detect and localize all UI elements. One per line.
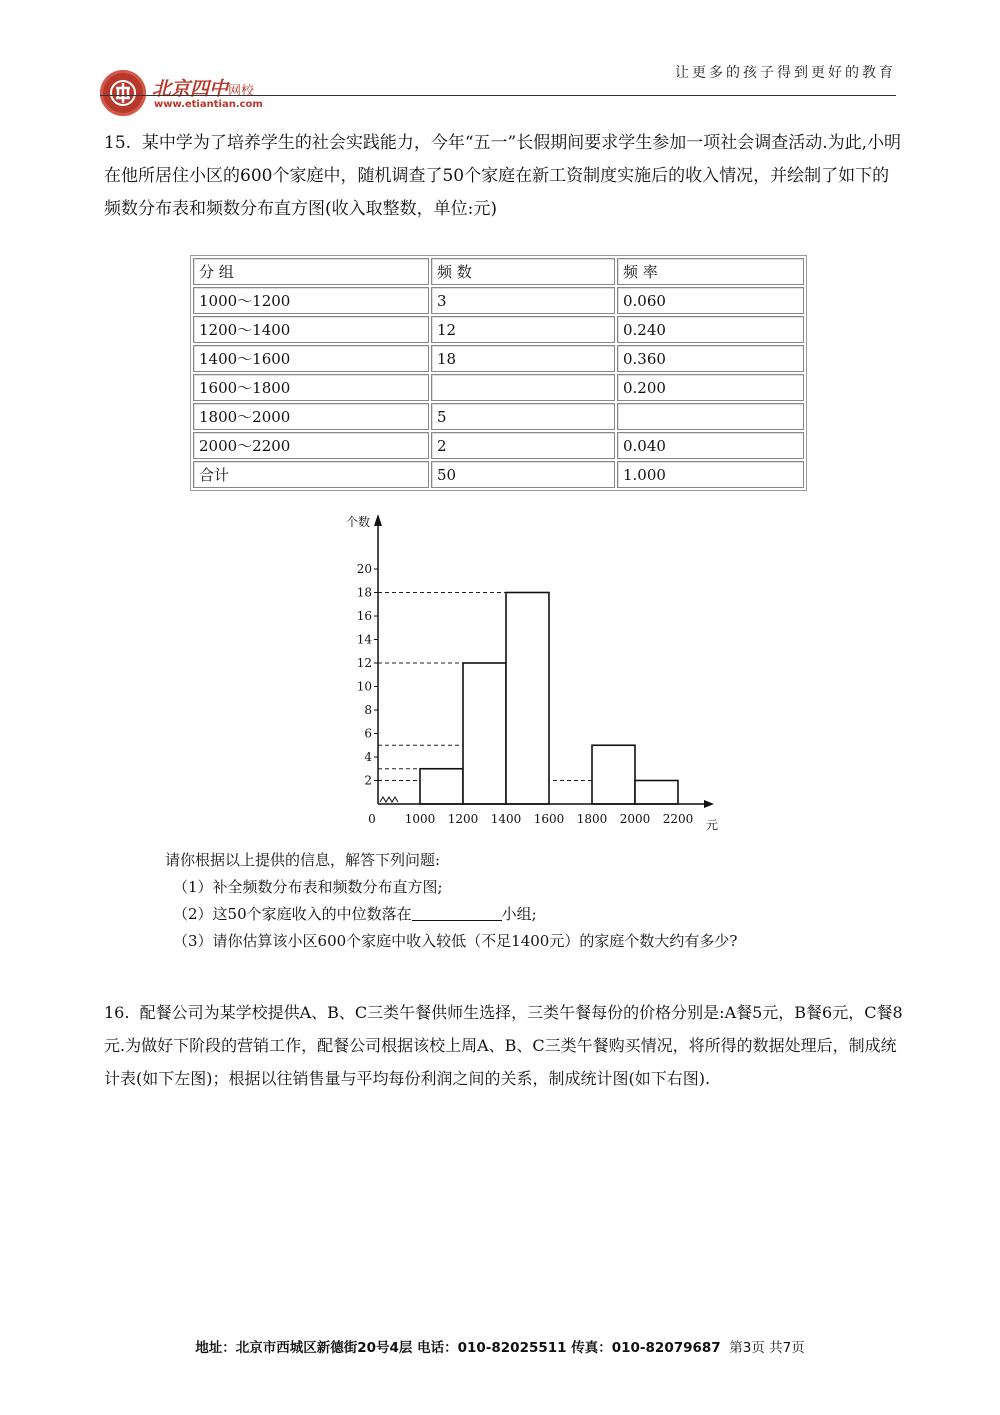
x-tick-label: 1600 [533, 812, 565, 826]
table-row [193, 432, 804, 459]
table-header-row [193, 258, 804, 285]
header-divider [100, 95, 896, 96]
table-cell: 0.040 [617, 432, 804, 459]
logo-seal-icon [100, 70, 146, 116]
table-cell-blank [617, 403, 804, 430]
subquestion-2-before: （2）这50个家庭收入的中位数落在 [173, 905, 412, 923]
question-intro: 请你根据以上提供的信息，解答下列问题: [165, 851, 441, 869]
table-cell: 合计 [193, 461, 429, 488]
origin-label: 0 [368, 812, 376, 826]
header-slogan: 让更多的孩子得到更好的教育 [675, 65, 896, 81]
question-16-text: 16. 配餐公司为某学校提供A、B、C三类午餐供师生选择，三类午餐每份的价格分别是:A餐5元，B餐6元，C餐8元.为做好下阶段的营销工作，配餐公司根据该校上周A、B、C三类午餐购买情况，将所得的数据处理后，制成统计表(如下左图)；根据以往销售量与平均每份利润之间的关系，制成统计图(如下右图). [104, 1003, 903, 1088]
table-cell: 1200～1400 [193, 316, 429, 343]
y-tick-label: 14 [356, 632, 372, 647]
table-total-row [193, 461, 804, 488]
table-row [193, 345, 804, 372]
y-tick-label: 12 [356, 656, 372, 670]
page-footer [0, 1336, 1000, 1356]
table-cell: 5 [431, 403, 615, 430]
table-header-cell: 分 组 [193, 258, 429, 285]
y-tick-label: 16 [356, 609, 372, 623]
table-cell: 3 [431, 287, 615, 314]
table-cell: 1400～1600 [193, 345, 429, 372]
subquestion-1: （1）补全频数分布表和频数分布直方图; [173, 878, 443, 896]
y-tick-label: 8 [364, 703, 372, 717]
logo-url: www.etiantian.com [154, 99, 263, 110]
histogram-bar [635, 781, 678, 805]
y-tick-label: 10 [356, 679, 372, 694]
x-tick-label: 1400 [490, 812, 522, 826]
answer-blank [412, 904, 502, 921]
x-axis-arrow [704, 800, 714, 808]
table-cell: 1600～1800 [193, 374, 429, 401]
table-cell: 0.060 [617, 287, 804, 314]
table-cell: 0.240 [617, 316, 804, 343]
subquestion-2-after: 小组; [501, 905, 537, 923]
logo-name: 北京四中网校 [152, 78, 255, 100]
frequency-histogram [330, 500, 730, 835]
table-cell: 1.000 [617, 461, 804, 488]
table-row [193, 374, 804, 401]
y-tick-label: 18 [356, 585, 372, 600]
footer-address: 地址：北京市西城区新德街20号4层 电话：010-82025511 传真：010-82079687 [195, 1340, 721, 1356]
y-tick-label: 6 [364, 726, 372, 741]
table-row [193, 287, 804, 314]
subquestion-2 [165, 901, 885, 928]
x-axis-label: 元 [705, 818, 719, 832]
question-15-subquestions [165, 847, 885, 955]
question-15-text: 15. 某中学为了培养学生的社会实践能力，今年“五一”长假期间要求学生参加一项社会调查活动.为此,小明在他所居住小区的600个家庭中，随机调查了50个家庭在新工资制度实施后的收入情况，并绘制了如下的频数分布表和频数分布直方图(收入取整数，单位:元) [104, 133, 902, 219]
y-axis-arrow [374, 514, 382, 526]
table-header-cell: 频 率 [617, 258, 804, 285]
histogram-bar [420, 769, 463, 804]
histogram-bar [506, 593, 549, 805]
table-cell: 1000～1200 [193, 287, 429, 314]
table-row [193, 403, 804, 430]
table-cell: 18 [431, 345, 615, 372]
logo [100, 70, 300, 118]
x-tick-label: 2200 [662, 812, 694, 826]
table-cell: 0.360 [617, 345, 804, 372]
subquestion-3: （3）请你估算该小区600个家庭中收入较低（不足1400元）的家庭个数大约有多少? [173, 932, 738, 950]
table-cell-blank [431, 374, 615, 401]
y-tick-label: 4 [364, 750, 372, 764]
x-tick-label: 2000 [619, 812, 651, 826]
x-tick-label: 1800 [576, 812, 608, 826]
table-cell: 2 [431, 432, 615, 459]
frequency-table [190, 255, 807, 491]
table-cell: 2000～2200 [193, 432, 429, 459]
table-row [193, 316, 804, 343]
axis-break-mark [380, 797, 398, 802]
table-cell: 12 [431, 316, 615, 343]
x-tick-label: 1000 [404, 812, 436, 826]
y-tick-label: 20 [356, 562, 372, 576]
histogram-bar [463, 663, 506, 804]
table-cell: 0.200 [617, 374, 804, 401]
footer-page-number: 第3页 共7页 [729, 1340, 805, 1356]
y-axis-label: 个数 [345, 515, 371, 529]
y-tick-label: 2 [364, 773, 372, 788]
table-cell: 1800～2000 [193, 403, 429, 430]
x-tick-label: 1200 [447, 812, 479, 826]
histogram-bar [592, 745, 635, 804]
table-header-cell: 频 数 [431, 258, 615, 285]
table-cell: 50 [431, 461, 615, 488]
